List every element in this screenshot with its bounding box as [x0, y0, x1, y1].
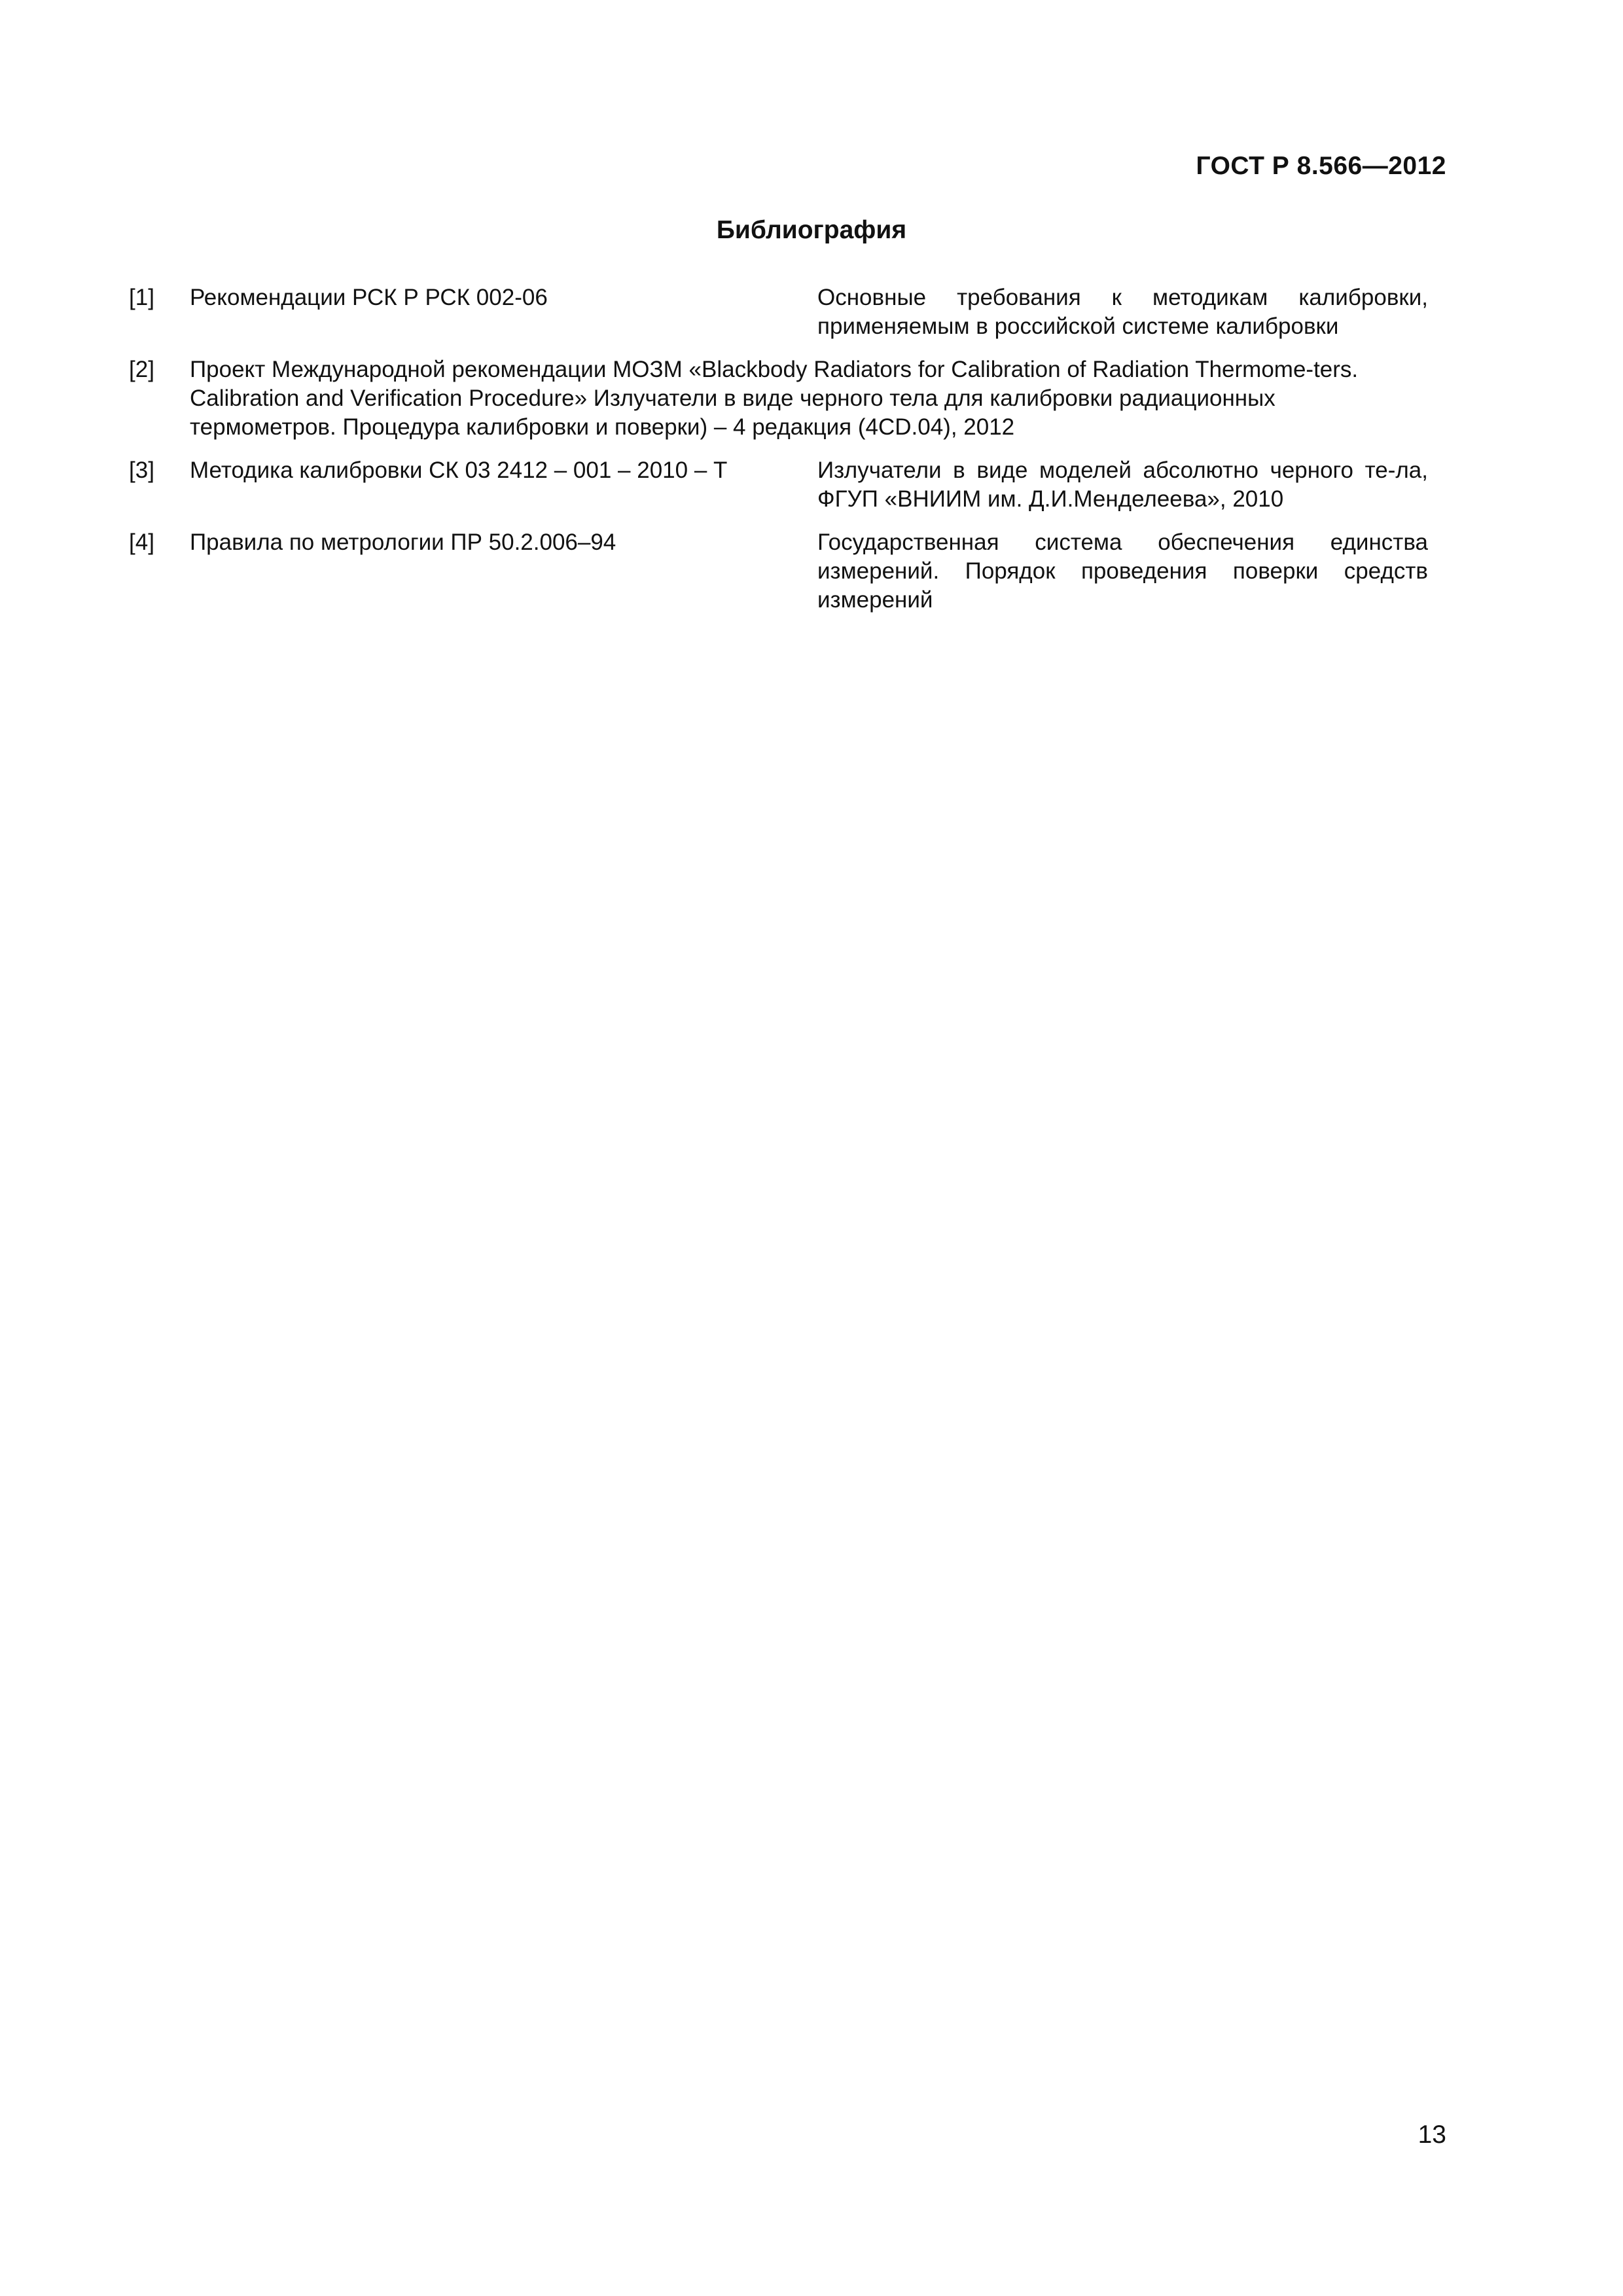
entry-number: [3]	[129, 457, 154, 483]
document-code-header: ГОСТ Р 8.566—2012	[1196, 152, 1446, 180]
entry-source: Рекомендации РСК Р РСК 002-06	[190, 285, 548, 310]
entry-number: [4]	[129, 529, 154, 555]
entry-number: [2]	[129, 357, 154, 382]
bibliography-title: Библиография	[716, 216, 907, 244]
bibliography-entry-1	[129, 283, 1428, 341]
entry-description: Основные требования к методикам калибровки, применяемым в российской системе калибровки	[817, 285, 1428, 339]
bibliography-entry-3	[129, 456, 1428, 514]
bibliography-entry-4	[129, 528, 1428, 615]
entry-description: Государственная система обеспечения единства измерений. Порядок проведения поверки средств измерений	[817, 529, 1428, 613]
bibliography-list	[129, 283, 1428, 629]
entry-full-text: Проект Международной рекомендации МОЗМ «Blackbody Radiators for Calibration of Radiation Thermome-ters. Calibration and Verification Procedure» Излучатели в виде черного тела для калибровки радиационных термометров. Процедура калибровки и поверки) – 4 редакция (4CD.04), 2012	[190, 357, 1359, 440]
page-number: 13	[1418, 2121, 1446, 2149]
entry-source: Методика калибровки СК 03 2412 – 001 – 2010 – Т	[190, 457, 728, 483]
entry-description: Излучатели в виде моделей абсолютно черного те-ла, ФГУП «ВНИИМ им. Д.И.Менделеева», 2010	[817, 457, 1428, 512]
entry-number: [1]	[129, 285, 154, 310]
entry-source: Правила по метрологии ПР 50.2.006–94	[190, 529, 616, 555]
bibliography-entry-2	[129, 355, 1428, 442]
